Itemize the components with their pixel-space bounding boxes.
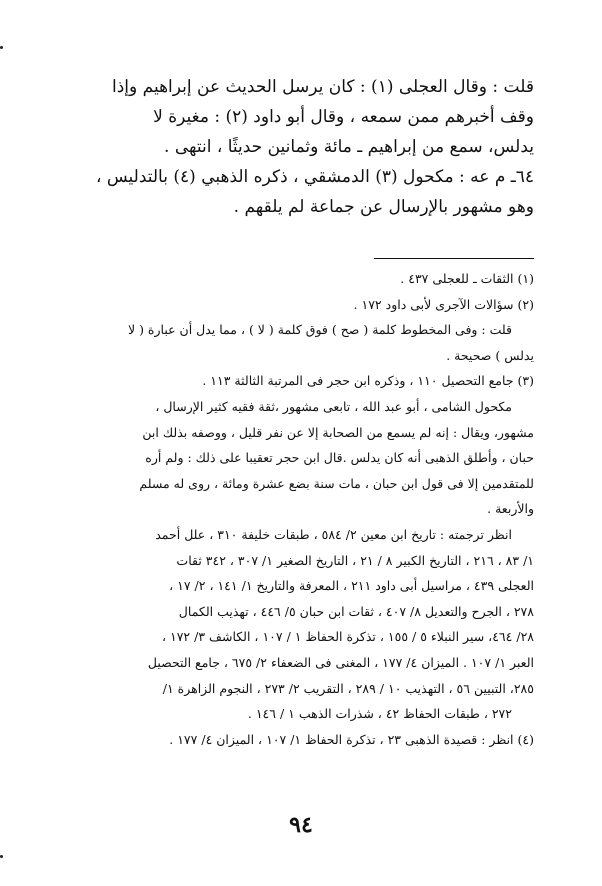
scan-speck (0, 46, 3, 49)
main-line: ٦٤ـ م عه : مكحول (٣) الدمشقي ، ذكره الذهبي (٤) بالتدليس ، (95, 167, 534, 187)
main-line: وهو مشهور بالإرسال عن جماعة لم يلقهم . (233, 197, 534, 217)
page-number: ٩٤ (289, 812, 313, 838)
footnote-line: يدلس ) صحيحة . (446, 347, 534, 363)
footnote-line: ٢٨/ ٤٦٤، سير النبلاء ٥ / ١٥٥ ، تذكرة الحفاظ ١ / ١٠٧ ، الكاشف ٣/ ١٧٢ ، (161, 629, 534, 645)
main-line: يدلس، سمع من إبراهيم ـ مائة وثمانين حديثًا ، انتهى . (164, 137, 534, 157)
footnote-line: ٢٧٨ ، الجرح والتعديل ٨/ ٤٠٧ ، ثقات ابن حبان ٥/ ٤٤٦ ، تهذيب الكمال (178, 603, 534, 619)
footnote-line: قلت : وفى المخطوط كلمة ( صح ) فوق كلمة ( لا ) ، مما يدل أن عبارة ( لا (127, 322, 512, 338)
main-text (44, 72, 534, 222)
main-line: وقف أخبرهم ممن سمعه ، وقال أبو داود (٢) : مغيرة لا (153, 107, 534, 127)
footnote-line: والأربعة . (487, 501, 534, 517)
footnote-line: مشهور، ويقال : إنه لم يسمع من الصحابة إلا عن نفر قليل ، ووصفه بذلك ابن (142, 424, 534, 440)
scan-speck (0, 855, 3, 858)
footnote-line: حبان ، وأطلق الذهبى أنه كان يدلس .قال ابن حجر تعقيبا على ذلك : ولم أره (145, 450, 534, 466)
footnote-line: ٢٧٢ ، طبقات الحفاظ ٤٢ ، شذرات الذهب ١ / ١٤٦ . (247, 706, 512, 722)
footnote-line: (٣) جامع التحصيل ١١٠ ، وذكره ابن حجر فى المرتبة الثالثة ١١٣ . (202, 373, 534, 389)
footnote-line: (٤) انظر : قصيدة الذهبى ٢٣ ، تذكرة الحفاظ ١/ ١٠٧ ، الميزان ٤/ ١٧٧ . (169, 731, 534, 747)
footnote-line: (١) الثقات ـ للعجلى ٤٣٧ . (400, 271, 534, 286)
footnote-line: (٢) سؤالات الآجرى لأبى داود ١٧٢ . (353, 296, 534, 312)
footnote-line: العبر ١/ ١٠٧ . الميزان ٤/ ١٧٧ ، المغنى فى الضعفاء ٢/ ٦٧٥ ، جامع التحصيل (147, 654, 534, 670)
footnote-line: العجلى ٤٣٩ ، مراسيل أبى داود ٢١١ ، المعرفة والتاريخ ١/ ١٤١ ، ٢/ ١٧ ، (169, 578, 534, 594)
footnote-line: ١/ ٨٣ ، ٢١٦ ، التاريخ الكبير ٨ / ٢١ ، التاريخ الصغير ١/ ٣٠٧ ، ٣٤٢ ثقات (176, 552, 534, 568)
footnote-line: مكحول الشامى ، أبو عبد الله ، تابعى مشهور ،ثقة فقيه كثير الإرسال ، (155, 398, 512, 414)
main-line: قلت : وقال العجلى (١) : كان يرسل الحديث عن إبراهيم وإذا (112, 77, 534, 97)
footnote-divider (374, 258, 534, 259)
footnote-line: ٢٨٥، التبيين ٥٦ ، التهذيب ١٠ / ٢٨٩ ، التقريب ٢/ ٢٧٣ ، النجوم الزاهرة ١/ (162, 680, 534, 696)
footnote-line: للمتقدمين إلا فى قول ابن حبان ، مات سنة بضع عشرة ومائة ، روى له مسلم (139, 475, 534, 491)
footnote-line: انظر ترجمته : تاريخ ابن معين ٢/ ٥٨٤ ، طبقات خليفة ٣١٠ ، علل أحمد (155, 526, 512, 542)
footnotes (44, 266, 534, 752)
